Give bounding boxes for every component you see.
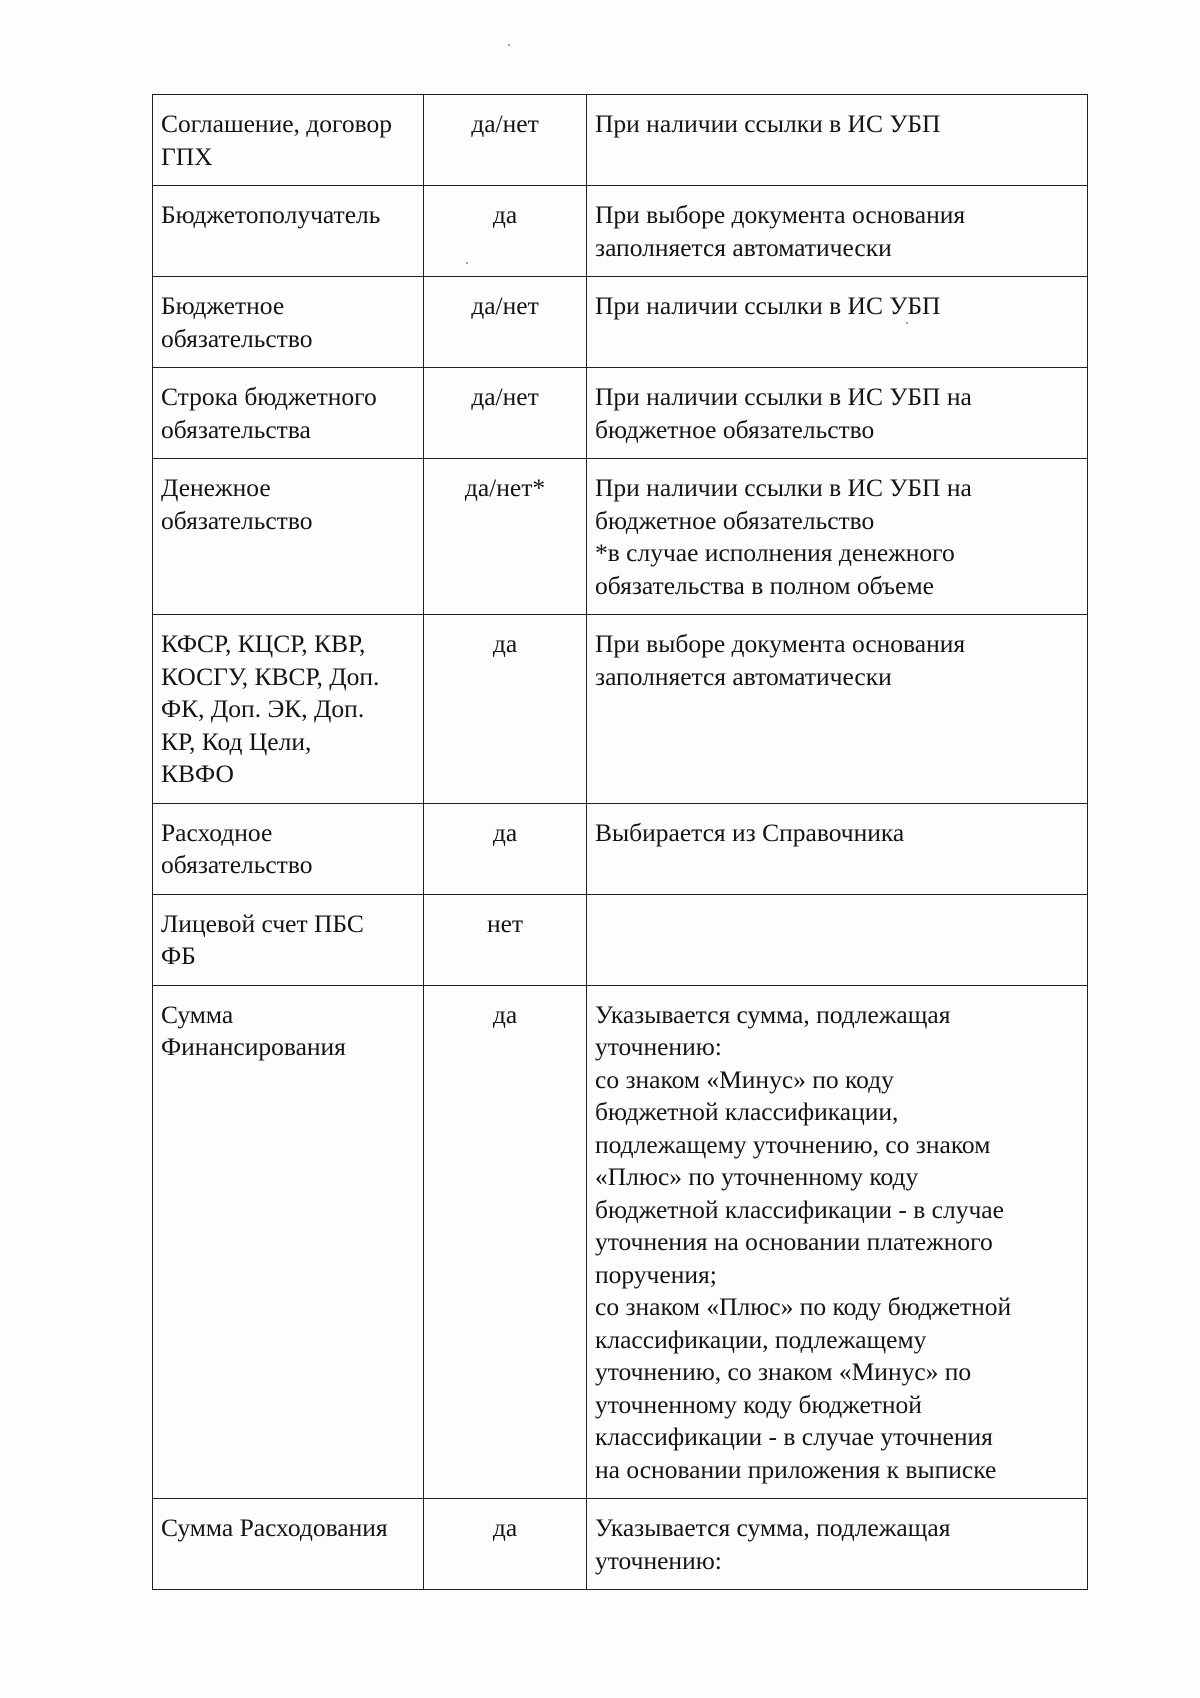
table-row xyxy=(153,277,1088,368)
field-name-cell: Соглашение, договор ГПХ xyxy=(153,95,424,186)
field-name-cell: Расходное обязательство xyxy=(153,803,424,894)
field-name-cell: Сумма Финансирования xyxy=(153,985,424,1499)
required-cell: нет xyxy=(424,894,587,985)
table-row xyxy=(153,95,1088,186)
note-cell: При наличии ссылки в ИС УБП xyxy=(587,95,1088,186)
note-cell: Выбирается из Справочника xyxy=(587,803,1088,894)
table-row xyxy=(153,1499,1088,1590)
field-name-cell: Денежное обязательство xyxy=(153,459,424,615)
required-cell: да xyxy=(424,615,587,804)
note-cell: При наличии ссылки в ИС УБП на бюджетное обязательство xyxy=(587,368,1088,459)
table-row xyxy=(153,894,1088,985)
field-name-cell: Лицевой счет ПБС ФБ xyxy=(153,894,424,985)
table-row xyxy=(153,186,1088,277)
required-cell: да/нет xyxy=(424,277,587,368)
field-name-cell: Бюджетное обязательство xyxy=(153,277,424,368)
required-cell: да/нет* xyxy=(424,459,587,615)
field-name-cell: Бюджетополучатель xyxy=(153,186,424,277)
table-row xyxy=(153,615,1088,804)
note-cell: Указывается сумма, подлежащая уточнению: со знаком «Минус» по коду бюджетной классификации, подлежащему уточнению, со знаком «Плюс» по уточненному коду бюджетной классификации - в случае уточнения на основании платежного поручения; со знаком «Плюс» по коду бюджетной классификации, подлежащему уточнению, со знаком «Минус» по уточненному коду бюджетной классификации - в случае уточнения на основании приложения к выписке xyxy=(587,985,1088,1499)
table-row xyxy=(153,368,1088,459)
required-cell: да xyxy=(424,985,587,1499)
required-cell: да/нет xyxy=(424,368,587,459)
required-cell: да xyxy=(424,186,587,277)
table-row xyxy=(153,459,1088,615)
field-name-cell: КФСР, КЦСР, КВР, КОСГУ, КВСР, Доп. ФК, Доп. ЭК, Доп. КР, Код Цели, КВФО xyxy=(153,615,424,804)
required-cell: да/нет xyxy=(424,95,587,186)
note-cell: При наличии ссылки в ИС УБП xyxy=(587,277,1088,368)
note-cell xyxy=(587,894,1088,985)
table-row xyxy=(153,803,1088,894)
note-cell: Указывается сумма, подлежащая уточнению: xyxy=(587,1499,1088,1590)
required-cell: да xyxy=(424,803,587,894)
note-cell: При выборе документа основания заполняется автоматически xyxy=(587,615,1088,804)
field-name-cell: Сумма Расходования xyxy=(153,1499,424,1590)
table-row xyxy=(153,985,1088,1499)
note-cell: При выборе документа основания заполняется автоматически xyxy=(587,186,1088,277)
required-cell: да xyxy=(424,1499,587,1590)
note-cell: При наличии ссылки в ИС УБП на бюджетное обязательство *в случае исполнения денежного обязательства в полном объеме xyxy=(587,459,1088,615)
field-name-cell: Строка бюджетного обязательства xyxy=(153,368,424,459)
requisites-table-container xyxy=(152,94,1076,1590)
requisites-table xyxy=(152,94,1088,1590)
scan-speck xyxy=(508,44,510,46)
